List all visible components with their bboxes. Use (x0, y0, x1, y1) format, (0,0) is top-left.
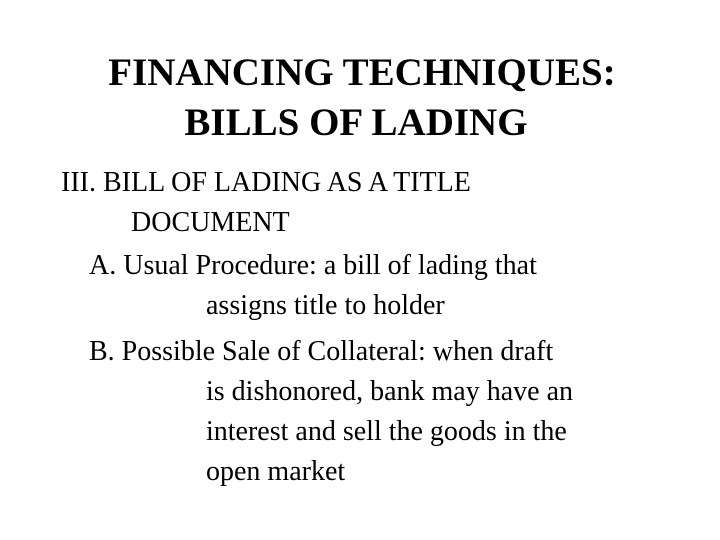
title-line-1: FINANCING TECHNIQUES: (108, 51, 616, 94)
item-a-line-2: assigns title to holder (206, 290, 445, 321)
slide-title (0, 48, 720, 148)
section-heading-line-1: III. BILL OF LADING AS A TITLE (61, 167, 471, 198)
item-b-line-4: open market (206, 456, 346, 487)
item-b-line-2: is dishonored, bank may have an (206, 376, 574, 407)
title-line-2: BILLS OF LADING (184, 101, 528, 144)
item-b-line-1: B. Possible Sale of Collateral: when draft (89, 336, 554, 367)
item-a-line-1: A. Usual Procedure: a bill of lading that (89, 250, 537, 281)
item-b-line-3: interest and sell the goods in the (206, 416, 567, 447)
section-heading-line-2: DOCUMENT (131, 207, 290, 238)
